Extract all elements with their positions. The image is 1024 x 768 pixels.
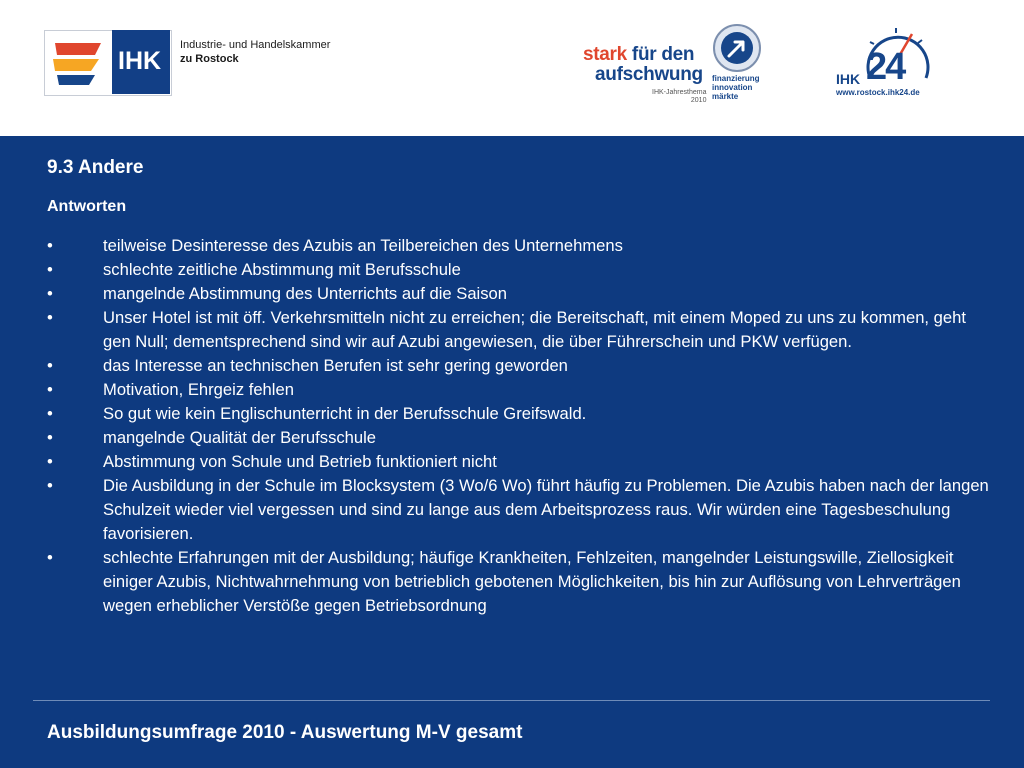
- list-item-text: Abstimmung von Schule und Betrieb funktioniert nicht: [103, 452, 497, 471]
- bullet-dot: •: [47, 380, 53, 399]
- ihk24-logo: [834, 22, 944, 104]
- list-item-text: So gut wie kein Englischunterricht in der Berufsschule Greifswald.: [103, 404, 587, 423]
- list-item-text: Unser Hotel ist mit öff. Verkehrsmitteln nicht zu erreichen; die Bereitschaft, mit einem Moped zu uns zu kommen, geht gen Null; dementsprechend sind wir auf Azubi angewiesen, die über Führerschein und PKW verfügen.: [103, 308, 966, 351]
- campaign-word-fuer-den: für den: [631, 44, 695, 65]
- campaign-small-line1: IHK-Jahresthema: [652, 89, 707, 96]
- section-title: 9.3 Andere: [47, 157, 144, 178]
- bullet-dot: •: [47, 356, 53, 375]
- globe-arrow-icon: [711, 22, 763, 74]
- ihk-logo-abbr: IHK: [118, 47, 162, 75]
- bullet-dot: •: [47, 428, 53, 447]
- list-item: [47, 306, 997, 354]
- list-item-text: mangelnde Qualität der Berufsschule: [103, 428, 377, 447]
- ihk-swoosh-icon: [45, 31, 113, 95]
- ihk-logo-line2: zu Rostock: [180, 53, 239, 65]
- bullet-dot: •: [47, 548, 53, 567]
- campaign-tag-3: märkte: [712, 92, 739, 101]
- ihk-logo-line1: Industrie- und Handelskammer: [180, 39, 331, 51]
- answers-list: [47, 234, 997, 618]
- list-item-text: das Interesse an technischen Berufen ist sehr gering geworden: [103, 356, 568, 375]
- list-item: [47, 450, 997, 474]
- footer-title: Ausbildungsumfrage 2010 - Auswertung M-V gesamt: [47, 722, 523, 743]
- campaign-tag-1: finanzierung: [712, 74, 760, 83]
- bullet-dot: •: [47, 260, 53, 279]
- footer-divider: [33, 700, 990, 701]
- list-item: [47, 546, 997, 618]
- campaign-logo-line1: [583, 44, 694, 66]
- list-item: [47, 258, 997, 282]
- campaign-small-text: [652, 89, 706, 105]
- list-item-text: mangelnde Abstimmung des Unterrichts auf die Saison: [103, 284, 508, 303]
- list-item: [47, 474, 997, 546]
- campaign-tag-2: innovation: [712, 83, 753, 92]
- header-bar: [0, 0, 1024, 136]
- bullet-dot: •: [47, 236, 53, 255]
- list-item-text: schlechte Erfahrungen mit der Ausbildung; häufige Krankheiten, Fehlzeiten, mangelnder Leistungswille, Ziellosigkeit einiger Azubis, Nichtwahrnehmung von betrieblich gebotenen Möglichkeiten, bis hin zur Auflösung von Lehrverträgen wegen erheblicher Verstöße gegen Betriebsordnung: [103, 548, 961, 615]
- list-item-text: Motivation, Ehrgeiz fehlen: [103, 380, 294, 399]
- campaign-tags: [712, 74, 760, 101]
- campaign-small-line2: 2010: [690, 97, 707, 104]
- list-item: [47, 354, 997, 378]
- list-item: [47, 402, 997, 426]
- ihk-logo-name: [180, 38, 330, 66]
- ihk24-number: 24: [866, 46, 905, 88]
- list-item: [47, 426, 997, 450]
- list-item: [47, 282, 997, 306]
- bullet-dot: •: [47, 452, 53, 471]
- bullet-dot: •: [47, 284, 53, 303]
- list-item-text: Die Ausbildung in der Schule im Blocksystem (3 Wo/6 Wo) führt häufig zu Problemen. Die Azubis haben nach der langen Schulzeit wieder viel vergessen und sind zu lange aus dem Arbeitsprozess raus. Wir würden eine Tagesbeschulung favorisieren.: [103, 476, 989, 543]
- bullet-dot: •: [47, 308, 53, 327]
- campaign-word-aufschwung: aufschwung: [595, 64, 703, 85]
- list-item-text: schlechte zeitliche Abstimmung mit Berufsschule: [103, 260, 461, 279]
- campaign-word-stark: stark: [583, 44, 627, 65]
- list-item: [47, 378, 997, 402]
- ihk24-url: www.rostock.ihk24.de: [836, 88, 920, 97]
- list-item-text: teilweise Desinteresse des Azubis an Teilbereichen des Unternehmens: [103, 236, 623, 255]
- list-item: [47, 234, 997, 258]
- bullet-dot: •: [47, 476, 53, 495]
- answers-heading: Antworten: [47, 198, 127, 215]
- bullet-dot: •: [47, 404, 53, 423]
- campaign-logo: [583, 18, 773, 108]
- ihk24-prefix: IHK: [836, 71, 861, 87]
